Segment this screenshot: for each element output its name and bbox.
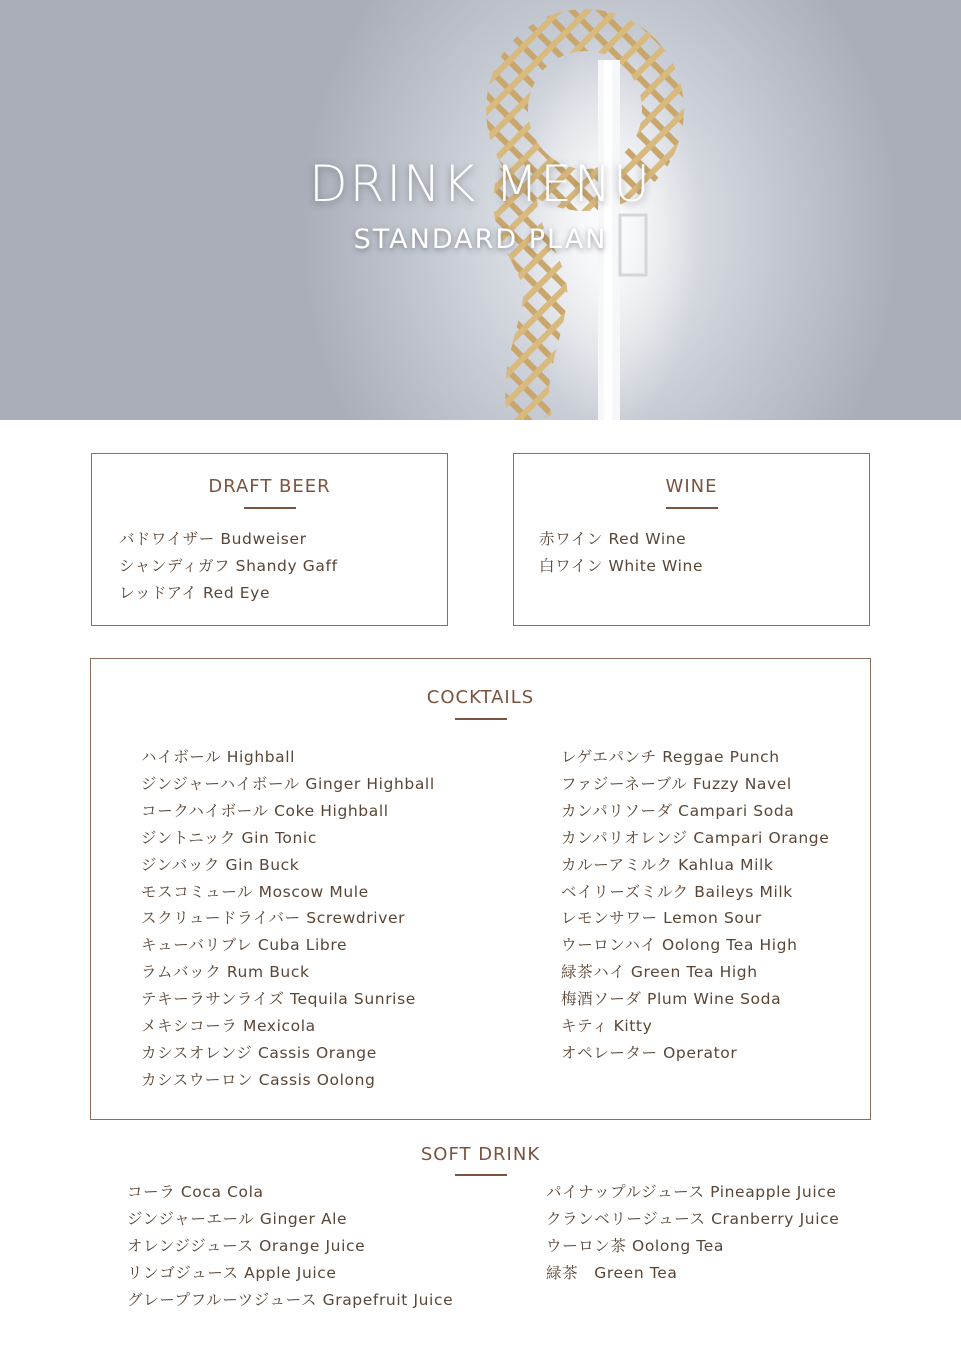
- menu-item: スクリュードライバー Screwdriver: [141, 909, 406, 928]
- menu-item: キューバリブレ Cuba Libre: [141, 936, 348, 955]
- menu-item: レモンサワー Lemon Sour: [561, 909, 762, 928]
- menu-item: オペレーター Operator: [561, 1043, 738, 1062]
- menu-item: グレープフルーツジュース Grapefruit Juice: [127, 1290, 454, 1309]
- cocktails-list-left: [141, 744, 435, 1094]
- menu-item: カンパリオレンジ Campari Orange: [561, 828, 830, 847]
- menu-item: 緑茶ハイ Green Tea High: [561, 963, 758, 982]
- menu-item: コークハイボール Coke Highball: [141, 801, 389, 820]
- menu-item: ジンジャーエール Ginger Ale: [127, 1209, 348, 1228]
- menu-item: クランベリージュース Cranberry Juice: [546, 1209, 840, 1228]
- draft-beer-heading: DRAFT BEER: [208, 476, 331, 497]
- menu-item: コーラ Coca Cola: [127, 1183, 264, 1201]
- cocktails-heading: COCKTAILS: [426, 687, 535, 708]
- heading-rule: [244, 507, 296, 509]
- soft-drink-list-left: [127, 1179, 453, 1314]
- wine-heading: WINE: [665, 476, 718, 497]
- heading-rule: [455, 718, 507, 720]
- soft-drink-heading: SOFT DRINK: [420, 1144, 541, 1165]
- cocktails-section: [90, 658, 871, 1120]
- page-title: DRINK MENU: [309, 155, 652, 213]
- menu-item: カシスウーロン Cassis Oolong: [141, 1070, 376, 1089]
- hero-banner: [0, 0, 961, 420]
- menu-item: テキーラサンライズ Tequila Sunrise: [141, 990, 416, 1009]
- menu-item: 赤ワイン Red Wine: [539, 530, 687, 548]
- menu-item: シャンディガフ Shandy Gaff: [119, 556, 338, 575]
- menu-item: ウーロン茶 Oolong Tea: [546, 1236, 724, 1255]
- menu-item: モスコミュール Moscow Mule: [141, 882, 369, 901]
- menu-item: リンゴジュース Apple Juice: [127, 1263, 337, 1282]
- wine-section: [513, 453, 870, 626]
- menu-item: カシスオレンジ Cassis Orange: [141, 1043, 377, 1062]
- heading-rule: [455, 1174, 507, 1176]
- menu-item: 梅酒ソーダ Plum Wine Soda: [561, 990, 782, 1009]
- menu-item: ベイリーズミルク Baileys Milk: [561, 882, 793, 901]
- menu-item: カルーアミルク Kahlua Milk: [561, 855, 774, 874]
- menu-item: レゲエパンチ Reggae Punch: [561, 748, 780, 766]
- menu-item: 白ワイン White Wine: [539, 556, 704, 575]
- menu-item: ジントニック Gin Tonic: [141, 828, 317, 847]
- soft-drink-list-right: [546, 1179, 839, 1287]
- menu-item: ウーロンハイ Oolong Tea High: [561, 936, 798, 955]
- menu-item: パイナップルジュース Pineapple Juice: [546, 1183, 837, 1201]
- page-subtitle: STANDARD PLAN: [353, 224, 608, 255]
- draft-beer-list: [119, 526, 338, 607]
- menu-item: ジンジャーハイボール Ginger Highball: [141, 774, 435, 793]
- menu-item: レッドアイ Red Eye: [119, 583, 271, 602]
- menu-item: キティ Kitty: [561, 1017, 653, 1036]
- menu-item: オレンジジュース Orange Juice: [127, 1236, 366, 1255]
- menu-item: ジンバック Gin Buck: [141, 855, 300, 874]
- menu-item: バドワイザー Budweiser: [119, 530, 307, 548]
- wine-list: [539, 526, 703, 580]
- menu-item: ハイボール Highball: [141, 748, 296, 766]
- heading-rule: [666, 507, 718, 509]
- cocktails-list-right: [561, 744, 829, 1067]
- draft-beer-section: [91, 453, 448, 626]
- menu-item: ラムバック Rum Buck: [141, 963, 310, 982]
- menu-item: メキシコーラ Mexicola: [141, 1017, 316, 1036]
- menu-item: ファジーネーブル Fuzzy Navel: [561, 774, 792, 793]
- menu-item: 緑茶 Green Tea: [546, 1263, 678, 1282]
- menu-item: カンパリソーダ Campari Soda: [561, 801, 795, 820]
